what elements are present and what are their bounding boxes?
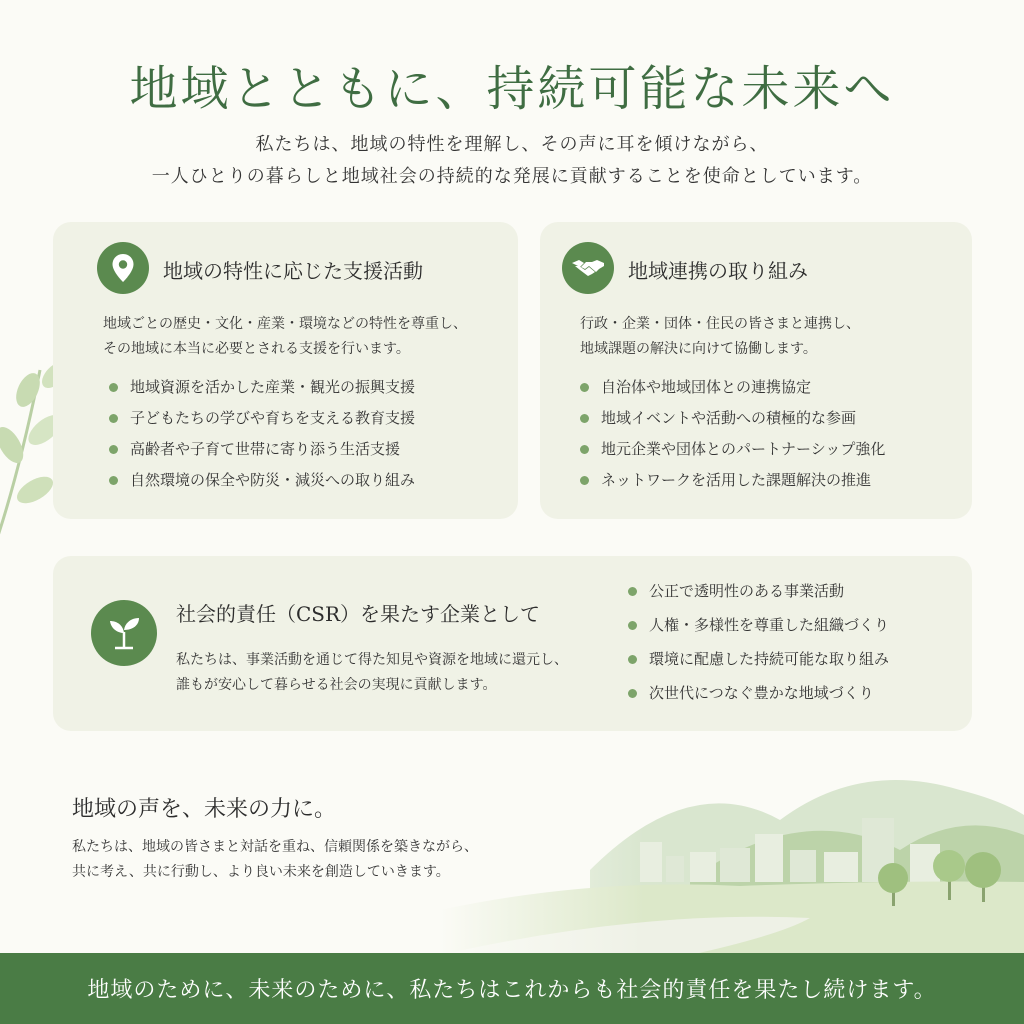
bullet-list [580,372,885,496]
card-title: 地域連携の取り組み [628,259,808,283]
bullet-dot [109,445,118,454]
list-item [580,465,885,496]
bullet-list [109,372,415,496]
list-item [109,372,415,403]
card-description-line-1: 私たちは、事業活動を通じて得た知見や資源を地域に還元し、 [176,652,568,668]
list-item-text: 高齢者や子育て世帯に寄り添う生活支援 [130,440,401,458]
list-item-text: 次世代につなぐ豊かな地域づくり [649,684,874,702]
card-regional-cooperation [540,222,972,519]
list-item [628,574,889,608]
list-item [580,403,885,434]
footer-message: 地域のために、未来のために、私たちはこれからも社会的責任を果たし続けます。 [87,978,937,1003]
bullet-dot [580,414,589,423]
bullet-dot [628,621,637,630]
list-item-text: 公正で透明性のある事業活動 [649,582,845,600]
card-description-line-2: 地域課題の解決に向けて協働します。 [580,341,817,357]
list-item-text: 環境に配慮した持続可能な取り組み [649,650,890,668]
section-text-line-1: 私たちは、地域の皆さまと対話を重ね、信頼関係を築きながら、 [72,839,478,855]
bullet-dot [580,383,589,392]
map-pin-icon [97,242,149,294]
sprout-icon [91,600,157,666]
list-item [109,403,415,434]
card-description-line-2: 誰もが安心して暮らせる社会の実現に貢献します。 [176,677,497,693]
section-text-line-2: 共に考え、共に行動し、より良い未来を創造していきます。 [72,864,450,880]
bullet-dot [628,689,637,698]
intro-text-line-1: 私たちは、地域の特性を理解し、その声に耳を傾けながら、 [255,134,769,155]
card-description-line-1: 行政・企業・団体・住民の皆さまと連携し、 [580,316,860,332]
bullet-dot [628,655,637,664]
town-landscape-illustration [440,760,1024,955]
card-description-line-2: その地域に本当に必要とされる支援を行います。 [103,341,410,357]
card-title: 社会的責任（CSR）を果たす企業として [176,602,541,626]
bullet-dot [109,383,118,392]
list-item-text: ネットワークを活用した課題解決の推進 [601,471,872,489]
bullet-dot [109,476,118,485]
card-description [176,648,568,698]
bullet-dot [628,587,637,596]
list-item-text: 自治体や地域団体との連携協定 [601,378,812,396]
card-csr [53,556,972,731]
list-item-text: 子どもたちの学びや育ちを支える教育支援 [130,409,416,427]
bullet-dot [580,445,589,454]
card-description-line-1: 地域ごとの歴史・文化・産業・環境などの特性を尊重し、 [103,316,467,332]
list-item [628,642,889,676]
list-item [580,434,885,465]
card-description [103,312,467,362]
list-item-text: 自然環境の保全や防災・減災への取り組み [130,471,416,489]
handshake-icon [562,242,614,294]
bullet-list [628,574,889,710]
card-regional-support [53,222,518,519]
list-item-text: 人権・多様性を尊重した組織づくり [649,616,890,634]
list-item [109,434,415,465]
list-item-text: 地元企業や団体とのパートナーシップ強化 [601,440,886,458]
bullet-dot [109,414,118,423]
intro-text-line-2: 一人ひとりの暮らしと地域社会の持続的な発展に貢献することを使命としています。 [151,166,873,187]
list-item [628,676,889,710]
card-description [580,312,860,362]
section-heading: 地域の声を、未来の力に。 [72,797,337,822]
card-title: 地域の特性に応じた支援活動 [163,259,423,283]
footer-banner [0,953,1024,1024]
list-item [628,608,889,642]
list-item [580,372,885,403]
list-item [109,465,415,496]
list-item-text: 地域資源を活かした産業・観光の振興支援 [130,378,416,396]
list-item-text: 地域イベントや活動への積極的な参画 [601,409,857,427]
page-title: 地域とともに、持続可能な未来へ [129,61,895,117]
bullet-dot [580,476,589,485]
